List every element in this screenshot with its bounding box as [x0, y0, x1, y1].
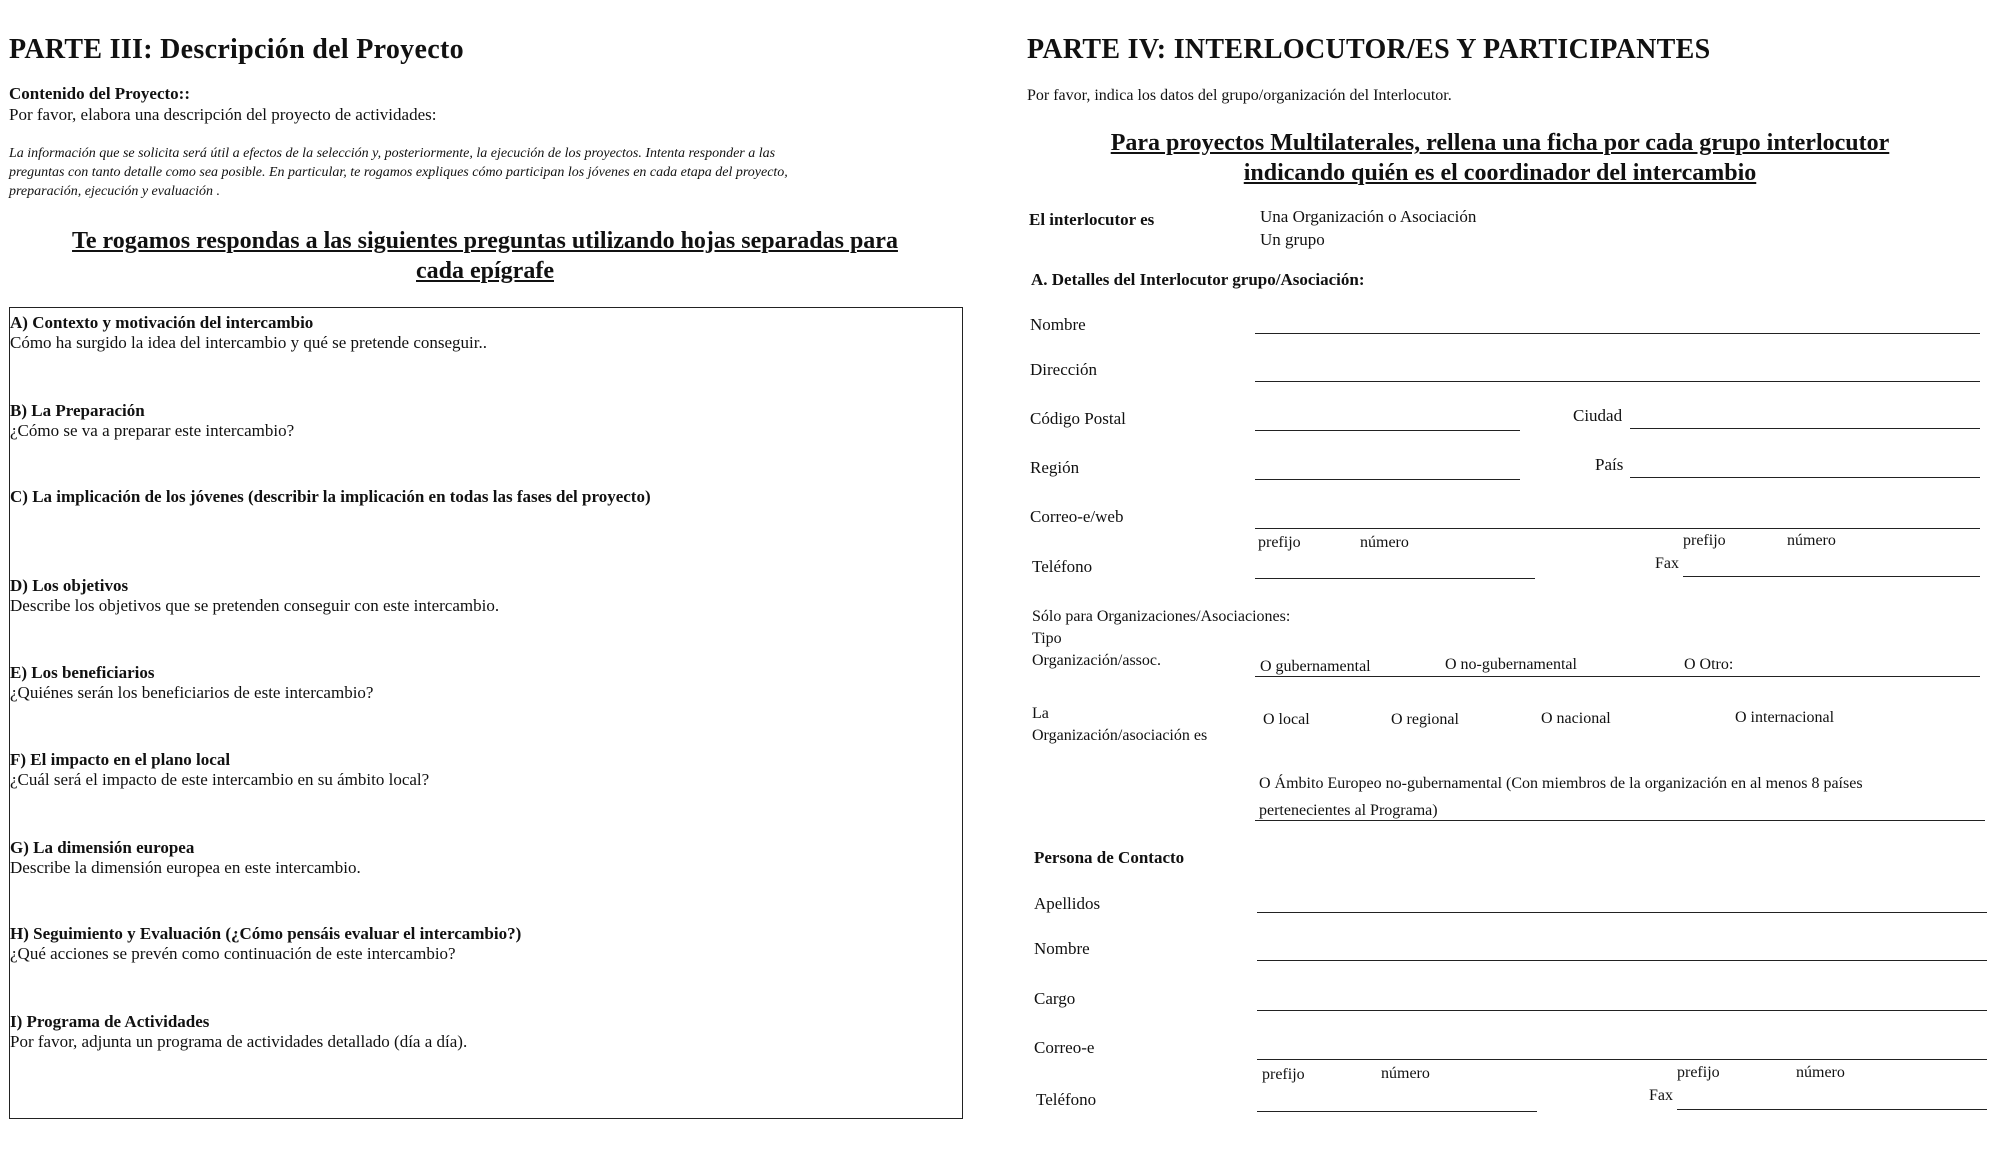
direccion-label: Dirección: [1030, 360, 1098, 379]
question-desc: Describe los objetivos que se pretenden conseguir con este intercambio.: [10, 596, 500, 615]
italic-note-line: La información que se solicita será útil a efectos de la selección y, posteriormente, la ejecución de los proyectos. Intenta responder a las: [9, 146, 776, 161]
question-c: [10, 487, 651, 507]
correo-label: Correo-e: [1034, 1038, 1095, 1057]
fax-label: Fax: [1655, 555, 1679, 572]
tipo-option-otro[interactable]: O Otro:: [1684, 656, 1734, 673]
correo-field[interactable]: [1257, 1059, 1987, 1060]
question-desc: ¿Qué acciones se prevén como continuación de este intercambio?: [10, 944, 456, 963]
instruction-line: cada epígrafe: [416, 258, 554, 284]
codigo-postal-label: Código Postal: [1030, 409, 1126, 428]
contact-telefono-label: Teléfono: [1036, 1090, 1097, 1109]
part4-title: PARTE IV: INTERLOCUTOR/ES Y PARTICIPANTES: [1027, 34, 1711, 65]
italic-note-line: preparación, ejecución y evaluación .: [9, 184, 220, 199]
nombre-field[interactable]: [1255, 333, 1980, 334]
contact-numero-label: número: [1381, 1065, 1430, 1082]
italic-note-line: preguntas con tanto detalle como sea posible. En particular, te rogamos expliques cómo participan los jóvenes en cada etapa del proyecto,: [9, 165, 788, 180]
nivel-option-regional[interactable]: O regional: [1391, 711, 1459, 728]
question-desc: Por favor, adjunta un programa de actividades detallado (día a día).: [10, 1032, 468, 1051]
question-desc: ¿Quiénes serán los beneficiarios de este intercambio?: [10, 683, 374, 702]
question-h: [10, 924, 521, 964]
fax-field[interactable]: [1683, 576, 1980, 577]
region-label: Región: [1030, 458, 1080, 477]
question-title: C) La implicación de los jóvenes (describir la implicación en todas las fases del proyecto): [10, 487, 651, 506]
tipo-option-gubernamental[interactable]: O gubernamental: [1260, 658, 1371, 675]
instruction-line: Te rogamos respondas a las siguientes preguntas utilizando hojas separadas para: [72, 228, 898, 254]
question-d: [10, 576, 499, 616]
contact-fax-prefijo-label: prefijo: [1677, 1064, 1720, 1081]
contact-fax-field[interactable]: [1677, 1109, 1987, 1110]
cargo-field[interactable]: [1257, 1010, 1987, 1011]
apellidos-field[interactable]: [1257, 912, 1987, 913]
nivel-label-2: Organización/asociación es: [1032, 727, 1208, 744]
question-title: E) Los beneficiarios: [10, 663, 155, 682]
ambito-option-cont: pertenecientes al Programa): [1259, 802, 1438, 819]
fax-numero-label: número: [1787, 532, 1836, 549]
contact-fax-numero-label: número: [1796, 1064, 1845, 1081]
tipo-label: Tipo: [1032, 630, 1062, 647]
contact-nombre-field[interactable]: [1257, 960, 1987, 961]
multilateral-line: Para proyectos Multilaterales, rellena una ficha por cada grupo interlocutor: [1110, 130, 1890, 156]
question-e: [10, 663, 373, 703]
telefono-field[interactable]: [1255, 578, 1535, 579]
telefono-label: Teléfono: [1032, 557, 1093, 576]
question-b: [10, 401, 294, 441]
question-title: F) El impacto en el plano local: [10, 750, 231, 769]
question-desc: Describe la dimensión europea en este intercambio.: [10, 858, 361, 877]
contact-nombre-label: Nombre: [1034, 939, 1090, 958]
question-title: B) La Preparación: [10, 401, 145, 420]
tipo-option-no-gubernamental[interactable]: O no-gubernamental: [1445, 656, 1577, 673]
question-desc: Cómo ha surgido la idea del intercambio y qué se pretende conseguir..: [10, 333, 487, 352]
tipo-label-2: Organización/assoc.: [1032, 652, 1161, 669]
content-intro: Por favor, elabora una descripción del proyecto de actividades:: [9, 105, 437, 124]
question-title: H) Seguimiento y Evaluación (¿Cómo pensáis evaluar el intercambio?): [10, 924, 522, 943]
question-f: [10, 750, 429, 790]
ciudad-field[interactable]: [1630, 428, 1980, 429]
region-field[interactable]: [1255, 479, 1520, 480]
question-title: G) La dimensión europea: [10, 838, 195, 857]
section-a-heading: A. Detalles del Interlocutor grupo/Asociación:: [1031, 270, 1365, 289]
telefono-numero-label: número: [1360, 534, 1409, 551]
question-desc: ¿Cuál será el impacto de este intercambio en su ámbito local?: [10, 770, 430, 789]
contact-heading: Persona de Contacto: [1034, 848, 1185, 867]
ambito-line: [1255, 820, 1985, 821]
nivel-option-nacional[interactable]: O nacional: [1541, 710, 1611, 727]
codigo-postal-field[interactable]: [1255, 430, 1520, 431]
nivel-label: La: [1032, 705, 1049, 722]
nombre-label: Nombre: [1030, 315, 1086, 334]
nivel-option-local[interactable]: O local: [1263, 711, 1310, 728]
question-desc: ¿Cómo se va a preparar este intercambio?: [10, 421, 295, 440]
direccion-field[interactable]: [1255, 381, 1980, 382]
interlocutor-option-group[interactable]: Un grupo: [1260, 230, 1325, 249]
question-title: I) Programa de Actividades: [10, 1012, 210, 1031]
pais-field[interactable]: [1630, 477, 1980, 478]
part4-intro: Por favor, indica los datos del grupo/organización del Interlocutor.: [1027, 87, 1452, 104]
correo-web-field[interactable]: [1255, 528, 1980, 529]
question-g: [10, 838, 361, 878]
pais-label: País: [1595, 455, 1624, 474]
interlocutor-option-org[interactable]: Una Organización o Asociación: [1260, 207, 1477, 226]
part3-title: PARTE III: Descripción del Proyecto: [9, 34, 464, 65]
question-title: D) Los objetivos: [10, 576, 129, 595]
multilateral-line: indicando quién es el coordinador del intercambio: [1243, 160, 1757, 186]
org-only-label: Sólo para Organizaciones/Asociaciones:: [1032, 608, 1291, 625]
contact-prefijo-label: prefijo: [1262, 1066, 1305, 1083]
apellidos-label: Apellidos: [1034, 894, 1101, 913]
contact-fax-label: Fax: [1649, 1087, 1673, 1104]
nivel-option-internacional[interactable]: O internacional: [1735, 709, 1835, 726]
question-title: A) Contexto y motivación del intercambio: [10, 313, 314, 332]
contact-telefono-field[interactable]: [1257, 1111, 1537, 1112]
question-a: [10, 313, 487, 353]
telefono-prefijo-label: prefijo: [1258, 534, 1301, 551]
ambito-option[interactable]: O Ámbito Europeo no-gubernamental (Con miembros de la organización en al menos 8 países: [1259, 775, 1863, 792]
content-heading: Contenido del Proyecto::: [9, 84, 190, 103]
fax-prefijo-label: prefijo: [1683, 532, 1726, 549]
interlocutor-label: El interlocutor es: [1029, 210, 1155, 229]
cargo-label: Cargo: [1034, 989, 1076, 1008]
questions-box: [9, 307, 963, 1119]
tipo-line: [1255, 676, 1980, 677]
correo-web-label: Correo-e/web: [1030, 507, 1124, 526]
question-i: [10, 1012, 467, 1052]
ciudad-label: Ciudad: [1573, 406, 1623, 425]
